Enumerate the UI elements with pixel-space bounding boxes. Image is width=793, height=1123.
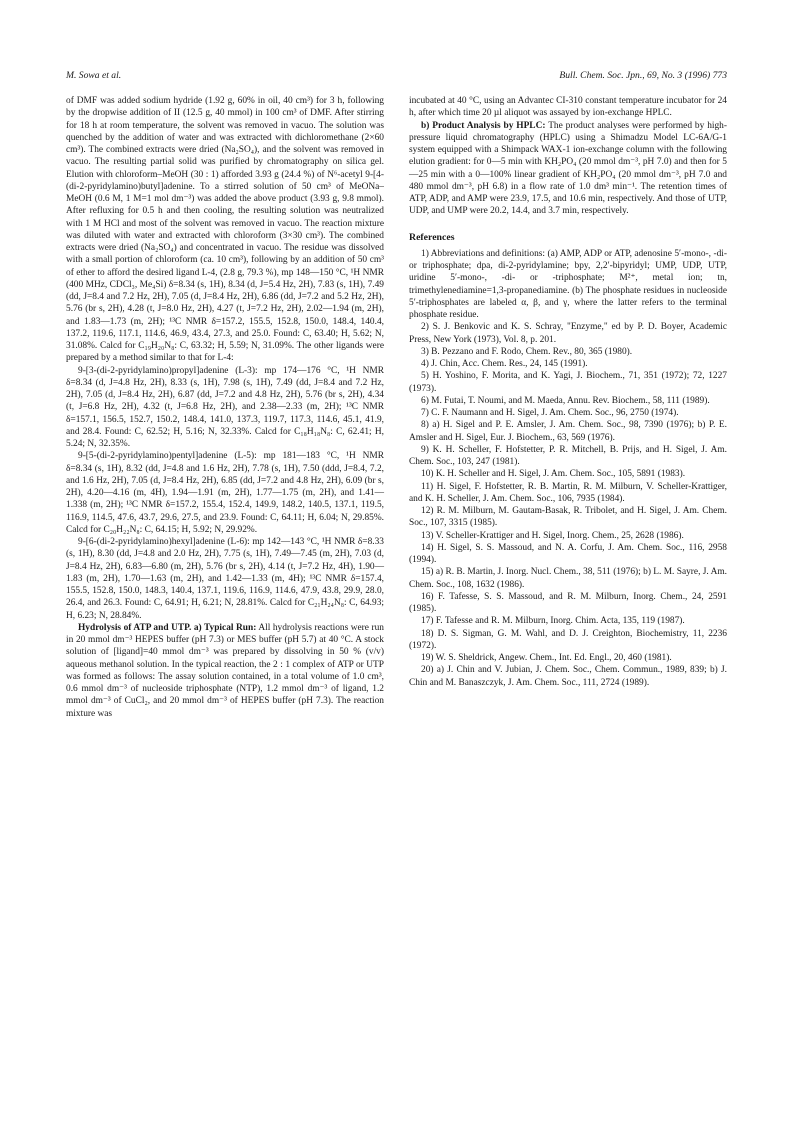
reference-item: 7) C. F. Naumann and H. Sigel, J. Am. Chem. Soc., 96, 2750 (1974). [421,408,679,418]
reference-item: 9) K. H. Scheller, F. Hofstetter, P. R. Mitchell, B. Prijs, and H. Sigel, J. Am. Chem. Soc., 103, 247 (1981). [409,444,727,467]
paragraph-ligand-l3: 9-[3-(di-2-pyridylamino)propyl]adenine (L-3): mp 174—176 °C, ¹H NMR δ=8.34 (d, J=4.8 Hz, 2H), 8.33 (s, 1H), 7.98 (s, 1H), 7.49 (dd, J=8.4 and 7.2 Hz, 2H), 7.05 (d, J=8.4 Hz, 2H), 6.87 (dd, J=7.2 and 4.8 Hz, 2H), 5.76 (br s, 2H), 4.34 (t, J=6.8 Hz, 2H), 4.32 (t, J=6.8 Hz, 2H), and 2.38—2.33 (m, 2H); ¹³C NMR δ=157.1, 156.5, 152.7, 150.2, 148.4, 141.0, 137.3, 119.7, 117.3, 114.6, 45.1, 41.9, and 28.4. Found: C, 62.52; H, 5.16; N, 32.33%. Calcd for C₁₈H₁₈N₈: C, 62.41; H, 5.24; N, 32.35%. [66,365,384,449]
section-title-hydrolysis: Hydrolysis of ATP and UTP. [78,622,192,633]
reference-item: 17) F. Tafesse and R. M. Milburn, Inorg. Chim. Acta, 135, 119 (1987). [421,616,685,627]
paragraph-hplc [409,120,727,218]
paragraph-ligand-l5: 9-[5-(di-2-pyridylamino)pentyl]adenine (L-5): mp 181—183 °C, ¹H NMR δ=8.34 (s, 1H), 8.32 (dd, J=4.8 and 1.6 Hz, 2H), 7.78 (s, 1H), 7.50 (ddd, J=8.4, 7.2, and 1.6 Hz, 2H), 7.05 (d, J=8.4 Hz, 2H), 6.85 (dd, J=7.2 and 4.8 Hz, 2H), 6.09 (br s, 2H), 4.20—4.16 (m, 4H), 1.94—1.91 (m, 2H), 1.77—1.75 (m, 2H), and 1.41—1.338 (m, 2H); ¹³C NMR δ=157.2, 155.4, 152.4, 149.9, 148.2, 140.5, 137.1, 119.5, 116.9, 114.5, 47.6, 43.7, 29.6, 27.5, and 23.9. Found: C, 64.11; H, 6.04; N, 29.85%. Calcd for C₂₀H₂₂N₈: C, 64.15; H, 5.92; N, 29.92%. [66,451,384,535]
subsection-title-hplc: b) Product Analysis by HPLC: [421,120,546,131]
reference-item: 2) S. J. Benkovic and K. S. Schray, "Enzyme," ed by P. D. Boyer, Academic Press, New York (1973), Vol. 8, p. 201. [409,322,727,345]
running-header-authors: M. Sowa et al. [66,70,122,81]
reference-item: 12) R. M. Milburn, M. Gautam-Basak, R. Tribolet, and H. Sigel, J. Am. Chem. Soc., 107, 3315 (1985). [409,506,727,529]
running-header-journal: Bull. Chem. Soc. Jpn., 69, No. 3 (1996) 773 [559,70,727,81]
reference-item: 16) F. Tafesse, S. S. Massoud, and R. M. Milburn, Inorg. Chem., 24, 2591 (1985). [409,591,727,614]
reference-item: 10) K. H. Scheller and H. Sigel, J. Am. Chem. Soc., 105, 5891 (1983). [421,469,686,480]
paragraph-hydrolysis [66,622,384,720]
reference-item: 1) Abbreviations and definitions: (a) AMP, ADP or ATP, adenosine 5′-mono-, -di- or triphosphate; dpa, di-2-pyridylamine; bpy, 2,2′-bipyridyl; UMP, UDP, UTP, uridine 5′-mono-, -di- or -triphosphate; M²⁺, metal ion; tn, trimethylenediamine=1,3-propanediamine. (b) The phosphate residues in nucleoside 5′-triphosphates are labeled α, β, and γ, where the latter refers to the terminal phosphate residue. [409,248,727,320]
reference-item: 15) a) R. B. Martin, J. Inorg. Nucl. Chem., 38, 511 (1976); b) L. M. Sayre, J. Am. Chem. Soc., 108, 1632 (1986). [409,567,727,590]
reference-item: 11) H. Sigel, F. Hofstetter, R. B. Martin, R. M. Milburn, V. Scheller-Krattiger, and K. H. Scheller, J. Am. Chem. Soc., 106, 7935 (1984). [409,481,727,504]
reference-item: 3) B. Pezzano and F. Rodo, Chem. Rev., 80, 365 (1980). [421,346,633,357]
reference-item: 4) J. Chin, Acc. Chem. Res., 24, 145 (1991). [421,359,588,369]
hplc-body: The product analyses were performed by high-pressure liquid chromatography (HPLC) using a Shimadzu Model LC-6A/G-1 system equipped with a Shimpack WAX-1 ion-exchange column with the following elution gradient: for 0—5 min with KH₂PO₄ (20 mmol dm⁻³, pH 7.0) and then for 5—25 min with a 0—100% linear gradient of KH₂PO₄ (20 mmol dm⁻³, pH 7.0 and 480 mmol dm⁻³, pH 6.8) in a flow rate of 1.0 dm³ min⁻¹. The retention times of ATP, ADP, and AMP were 23.9, 17.5, and 10.6 min, respectively. And those of UTP, UDP, and UMP were 20.2, 14.4, and 3.7 min, respectively. [409,120,727,217]
reference-item: 19) W. S. Sheldrick, Angew. Chem., Int. Ed. Engl., 20, 460 (1981). [421,653,672,663]
references-heading: References [409,231,455,243]
reference-item: 18) D. S. Sigman, G. M. Wahl, and D. J. Creighton, Biochemistry, 11, 2236 (1972). [409,628,727,651]
reference-item: 20) a) J. Chin and V. Jubian, J. Chem. Soc., Chem. Commun., 1989, 839; b) J. Chin and M. Banaszczyk, J. Am. Chem. Soc., 111, 2724 (1989). [409,665,727,688]
hydrolysis-body: All hydrolysis reactions were run in 20 mmol dm⁻³ HEPES buffer (pH 7.3) or MES buffer (pH 5.7) at 40 °C. A stock solution of [ligand]=40 mmol dm⁻³ was prepared by dissolving in 50 % (v/v) aqueous methanol solution. In the typical reaction, the 2 : 1 complex of ATP or UTP was formed as follows: The assay solution contained, in a total volume of 1.0 cm³, 0.6 mmol dm⁻³ of nucleoside triphosphate (NTP), 1.2 mmol dm⁻³ of ligand, 1.2 mmol dm⁻³ of CuCl₂, and 20 mmol dm⁻³ of HEPES buffer (pH 7.3). The reaction mixture was [66,622,384,719]
right-column [409,95,727,689]
paragraph-ligand-l6: 9-[6-(di-2-pyridylamino)hexyl]adenine (L-6): mp 142—143 °C, ¹H NMR δ=8.33 (s, 1H), 8.30 (dd, J=4.8 and 2.0 Hz, 2H), 7.75 (s, 1H), 7.49—7.45 (m, 2H), 7.03 (d, J=8.4 Hz, 2H), 6.83—6.80 (m, 2H), 5.76 (br s, 2H), 4.14 (t, J=7.2 Hz, 4H), 1.90—1.83 (m, 2H), 1.70—1.63 (m, 2H), and 1.42—1.33 (m, 4H); ¹³C NMR δ=157.4, 155.5, 152.8, 150.0, 148.3, 140.4, 137.1, 119.6, 116.9, 114.6, 47.9, 43.8, 29.9, 28.0, 26.4, and 26.3. Found: C, 64.91; H, 6.21; N, 28.81%. Calcd for C₂₁H₂₄N₈: C, 64.93; H, 6.23; N, 28.84%. [66,537,384,621]
paragraph-synthesis-l4: of DMF was added sodium hydride (1.92 g, 60% in oil, 40 cm³) for 3 h, following by the dropwise addition of II (12.5 g, 40 mmol) in 100 cm³ of DMF. After stirring for 18 h at room temperature, the solvent was removed in vacuo. The solution was quenched by the addition of water and was extracted with dichloromethane (2×60 cm³). The combined extracts were dried (Na₂SO₄), and the solvent was removed in vacuo. The resulting partial solid was purified by chromatography on silica gel. Elution with chloroform–MeOH (30 : 1) afforded 3.93 g (24.4 %) of N⁶-acetyl 9-[4-(di-2-pyridylamino)butyl]adenine. To a stirred solution of 50 cm³ of MeONa–MeOH (0.6 M, 1 M=1 mol dm⁻³) was added the above product (3.93 g, 9.8 mmol). After refluxing for 0.5 h and then cooling, the resulting solution was neutralized with 1 M HCl and most of the solvent was removed in vacuo. The reaction mixture was diluted with water and extracted with chloroform (3×30 cm³). The combined extracts were dried (Na₂SO₄) and concentrated in vacuo. The residue was dissolved with a small portion of chloroform (ca. 10 cm³), following by an addition of 50 cm³ of ether to afford the desired ligand L-4, (2.8 g, 79.3 %), mp 148—150 °C, ¹H NMR (400 MHz, CDCl₃, Me₄Si) δ=8.34 (s, 1H), 8.34 (d, J=5.4 Hz, 2H), 7.83 (s, 1H), 7.49 (dd, J=8.4 and 7.2 Hz, 2H), 7.05 (d, J=8.4 Hz, 2H), 6.86 (dd, J=7.2 and 5.2 Hz, 2H), 5.76 (br s, 2H), 4.28 (t, J=8.0 Hz, 2H), 4.27 (t, J=7.2 Hz, 2H), 2.02—1.94 (m, 2H), and 1.83—1.73 (m, 2H); ¹³C NMR δ=157.2, 155.5, 152.8, 150.0, 148.4, 140.4, 137.2, 119.6, 117.1, 114.6, 46.9, 43.4, 27.3, and 25.0. Found: C, 63.40; H, 5.62; N, 31.08%. Calcd for C₁₉H₂₀N₈: C, 63.32; H, 5.59; N, 31.09%. The other ligands were prepared by a method similar to that for L-4: [66,96,384,364]
reference-item: 5) H. Yoshino, F. Morita, and K. Yagi, J. Biochem., 71, 351 (1972); 72, 1227 (1973). [409,371,727,394]
reference-list [409,248,727,689]
reference-item: 8) a) H. Sigel and P. E. Amsler, J. Am. Chem. Soc., 98, 7390 (1976); b) P. E. Amsler and H. Sigel, Eur. J. Biochem., 63, 569 (1976). [409,420,727,443]
reference-item: 14) H. Sigel, S. S. Massoud, and N. A. Corfu, J. Am. Chem. Soc., 116, 2958 (1994). [409,542,727,565]
paragraph-incubation: incubated at 40 °C, using an Advantec CI-310 constant temperature incubator for 24 h, after which time 20 µl aliquot was assayed by ion-exchange HPLC. [409,96,727,119]
subsection-title-typical-run: a) Typical Run: [193,622,257,633]
reference-item: 6) M. Futai, T. Noumi, and M. Maeda, Annu. Rev. Biochem., 58, 111 (1989). [421,395,710,406]
reference-item: 13) V. Scheller-Krattiger and H. Sigel, Inorg. Chem., 25, 2628 (1986). [421,530,684,541]
left-column [66,95,384,720]
